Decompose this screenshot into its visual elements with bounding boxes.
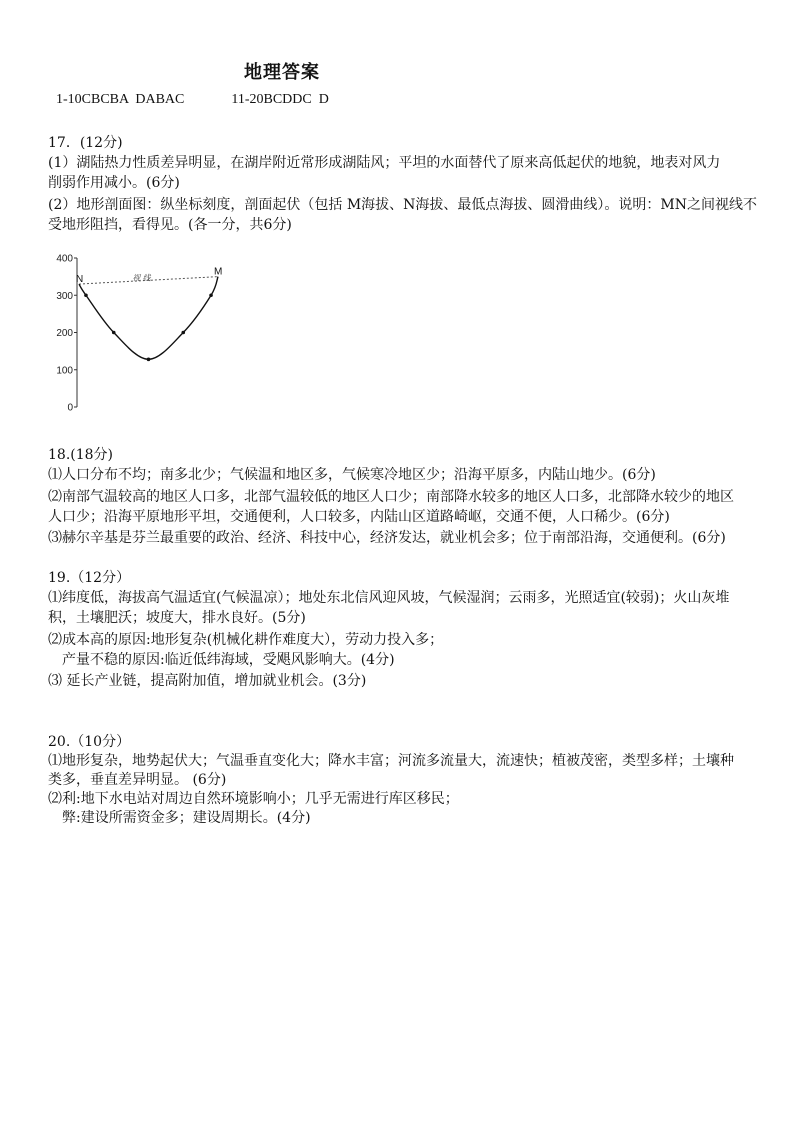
- terrain-profile-chart: [50, 250, 240, 420]
- q19-part1-line1: ⑴纬度低，海拔高气温适宜(气候温凉）；地处东北信风迎风坡，气候湿润；云雨多，光照适宜(较弱)；火山灰堆: [48, 590, 730, 606]
- sightline-label: 视 线: [132, 273, 151, 283]
- q19-part3: ⑶ 延长产业链，提高附加值，增加就业机会。(3分): [48, 673, 367, 689]
- q19-part2-line1: ⑵成本高的原因:地形复杂(机械化耕作难度大），劳动力投入多；: [48, 632, 444, 648]
- y-tick-label: 100: [56, 365, 73, 377]
- q20-part1-line1: ⑴地形复杂，地势起伏大；气温垂直变化大；降水丰富；河流多流量大，流速快；植被茂密，类型多样；土壤种: [48, 753, 734, 769]
- q17-part2-line1: (2）地形剖面图：纵坐标刻度，剖面起伏（包括 M海拔、N海拔、最低点海拔、圆滑曲线）。说明：MN之间视线不: [48, 197, 757, 213]
- q17-part1-line2: 削弱作用减小。(6分): [48, 175, 180, 191]
- profile-curve: [79, 277, 218, 360]
- q17-heading: 17．(12分): [48, 135, 123, 151]
- profile-point: [181, 331, 185, 335]
- y-tick-label: 0: [67, 402, 73, 414]
- q20-part1-line2: 类多，垂直差异明显。 (6分): [48, 772, 227, 788]
- q17-part1-line1: (1）湖陆热力性质差异明显，在湖岸附近常形成湖陆风；平坦的水面替代了原来高低起伏的地貌，地表对风力: [48, 155, 721, 171]
- answers-1-10: 1-10CBCBA DABAC: [56, 92, 185, 107]
- q19-part1-line2: 积，土壤肥沃；坡度大，排水良好。(5分): [48, 610, 306, 626]
- multiple-choice-answers: [56, 92, 329, 108]
- q18-part3: ⑶赫尔辛基是芬兰最重要的政治、经济、科技中心，经济发达，就业机会多；位于南部沿海，交通便利。(6分): [48, 530, 726, 546]
- endpoint-label-n: N: [76, 274, 84, 286]
- profile-point: [209, 293, 213, 297]
- q18-part1: ⑴人口分布不均；南多北少；气候温和地区多，气候寒冷地区少；沿海平原多，内陆山地少。(6分): [48, 467, 656, 483]
- endpoint-label-m: M: [214, 266, 223, 278]
- profile-point: [112, 331, 116, 335]
- q20-heading: 20.（10分）: [48, 734, 131, 750]
- q17-part2-line2: 受地形阻挡，看得见。(各一分，共6分): [48, 217, 292, 233]
- y-tick-label: 200: [56, 328, 73, 339]
- q19-heading: 19.（12分）: [48, 570, 131, 586]
- profile-point: [147, 358, 151, 362]
- q20-part2-line2: 弊:建设所需资金多；建设周期长。(4分): [62, 810, 311, 826]
- y-axis: [56, 254, 77, 414]
- q18-part2-line1: ⑵南部气温较高的地区人口多，北部气温较低的地区人口少；南部降水较多的地区人口多，北部降水较少的地区: [48, 489, 734, 505]
- profile-point: [84, 293, 88, 297]
- y-tick-label: 400: [56, 253, 73, 265]
- q18-part2-line2: 人口少；沿海平原地形平坦，交通便利，人口较多，内陆山区道路崎岖，交通不便，人口稀少。(6分): [48, 509, 670, 525]
- plot-area: [76, 267, 222, 361]
- q18-heading: 18.(18分): [48, 447, 114, 463]
- page-title: 地理答案: [244, 62, 320, 83]
- q19-part2-line2: 产量不稳的原因:临近低纬海域，受飓风影响大。(4分): [62, 652, 395, 668]
- answers-11-20: 11-20BCDDC D: [231, 92, 329, 107]
- q20-part2-line1: ⑵利:地下水电站对周边自然环境影响小；几乎无需进行库区移民；: [48, 791, 459, 807]
- y-tick-label: 300: [56, 290, 73, 302]
